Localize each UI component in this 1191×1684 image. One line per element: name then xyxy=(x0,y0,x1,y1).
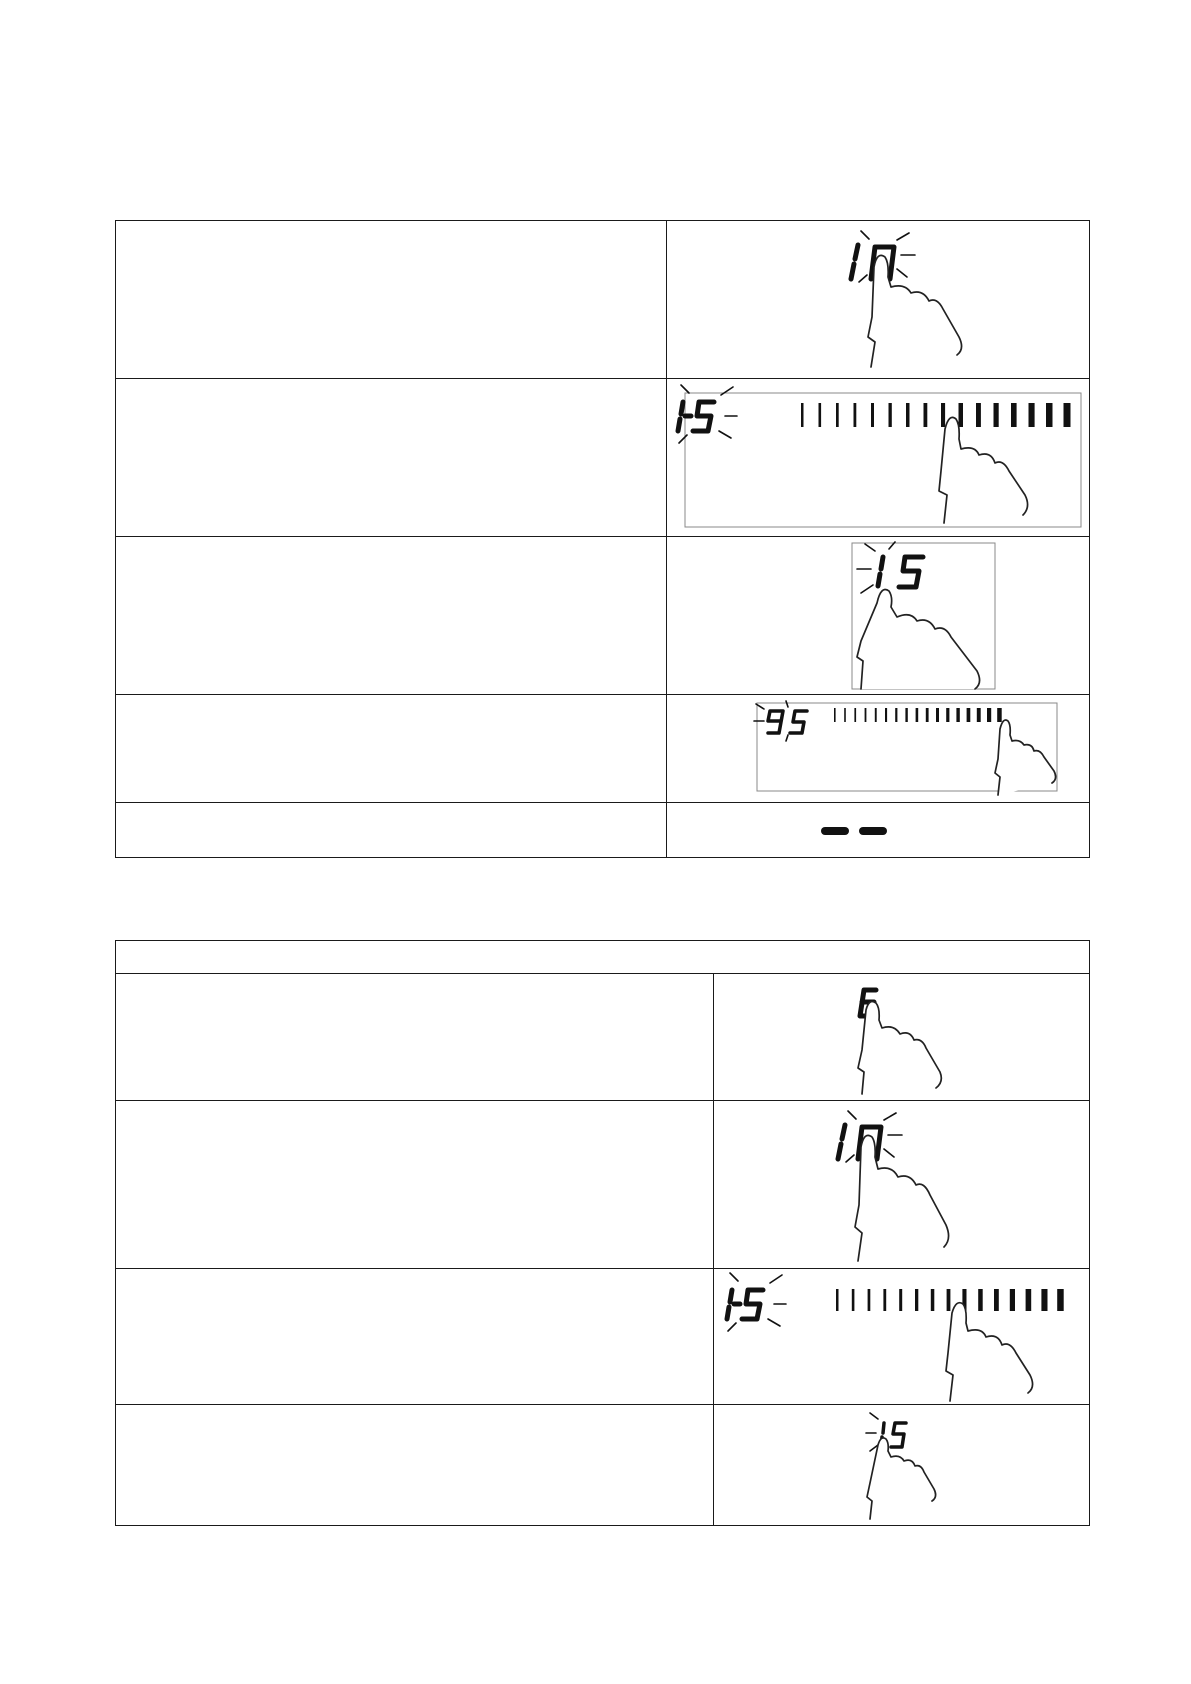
slider-bar xyxy=(946,708,949,722)
instruction-table-2 xyxy=(115,940,1090,1526)
slider-bar xyxy=(889,403,892,427)
touch-digit-6-icon xyxy=(854,980,964,1098)
step-figure-cell xyxy=(666,221,1089,378)
step-figure-cell xyxy=(713,1405,1089,1525)
slider-bar xyxy=(905,708,907,722)
step-figure-cell xyxy=(666,695,1089,802)
slider-bar xyxy=(875,708,877,722)
slider-bar xyxy=(978,1289,983,1311)
slider-bar xyxy=(1029,403,1035,427)
slider-bar xyxy=(895,708,897,722)
step-text-cell xyxy=(116,1405,713,1525)
slider-bar xyxy=(1046,403,1053,427)
table-row xyxy=(116,695,1089,803)
slider-bar xyxy=(871,403,874,427)
touch-digit-15-icon xyxy=(864,1411,954,1523)
slider-bar xyxy=(1010,1289,1015,1311)
table-row xyxy=(116,974,1089,1101)
table-header-row xyxy=(116,941,1089,974)
slider-bar xyxy=(819,403,822,427)
step-figure-cell xyxy=(666,537,1089,694)
slider-bar xyxy=(959,403,964,427)
touch-digit-10-icon xyxy=(847,227,977,375)
slider-bar xyxy=(885,708,887,722)
slider-bar xyxy=(956,708,959,722)
table-header-text xyxy=(116,941,1089,973)
slider-bar xyxy=(854,708,856,722)
slider-bar xyxy=(906,403,910,427)
slider-bar xyxy=(926,708,929,722)
slider-bar xyxy=(836,403,839,427)
slider-bar xyxy=(977,708,981,722)
slider-bar xyxy=(834,708,836,722)
slider-bar xyxy=(936,708,939,722)
step-text-cell xyxy=(116,537,666,694)
slider-bar xyxy=(915,1289,918,1311)
table-row xyxy=(116,379,1089,537)
slider-bar xyxy=(967,708,971,722)
instruction-table-1 xyxy=(115,220,1090,858)
double-dash-display-icon xyxy=(819,823,891,839)
slider-bar xyxy=(994,403,999,427)
slider-bar xyxy=(883,1289,886,1311)
touch-digit-15-icon xyxy=(847,541,997,691)
slider-bar xyxy=(844,708,846,722)
step-text-cell xyxy=(116,695,666,802)
step-figure-cell xyxy=(666,379,1089,536)
slider-bar xyxy=(854,403,857,427)
step-figure-cell xyxy=(713,974,1089,1100)
table-row xyxy=(116,1405,1089,1525)
slider-bar xyxy=(865,708,867,722)
table-row xyxy=(116,221,1089,379)
slider-bar xyxy=(899,1289,902,1311)
step-text-cell xyxy=(116,803,666,857)
slider-bar xyxy=(924,403,928,427)
step-text-cell xyxy=(116,1101,713,1268)
step-text-cell xyxy=(116,379,666,536)
table-row xyxy=(116,1101,1089,1269)
slider-bar xyxy=(997,708,1002,722)
step-figure-cell xyxy=(713,1269,1089,1404)
table-row xyxy=(116,803,1089,857)
slider-bar xyxy=(836,1289,839,1311)
step-text-cell xyxy=(116,1269,713,1404)
slider-bar xyxy=(994,1289,999,1311)
table-row xyxy=(116,537,1089,695)
slider-bar xyxy=(976,403,981,427)
slider-bar xyxy=(931,1289,935,1311)
slider-bar xyxy=(941,403,945,427)
slider-bar xyxy=(947,1289,951,1311)
touch-digit-10-icon xyxy=(834,1107,964,1265)
touch-slider-level-95-icon xyxy=(752,699,1062,799)
slider-bar xyxy=(852,1289,855,1311)
slider-bar xyxy=(801,403,804,427)
slider-bar xyxy=(1026,1289,1032,1311)
slider-bar xyxy=(1011,403,1017,427)
step-figure-cell xyxy=(713,1101,1089,1268)
slider-bar xyxy=(1064,403,1071,427)
step-figure-cell xyxy=(666,803,1089,857)
step-text-cell xyxy=(116,221,666,378)
touch-slider-level-15-icon xyxy=(720,1271,1090,1403)
touch-slider-level-15-icon xyxy=(671,383,1086,533)
slider-bar xyxy=(1057,1289,1064,1311)
step-text-cell xyxy=(116,974,713,1100)
table-row xyxy=(116,1269,1089,1405)
slider-bar xyxy=(987,708,991,722)
slider-bar xyxy=(868,1289,871,1311)
slider-bar xyxy=(916,708,919,722)
slider-bar xyxy=(1041,1289,1047,1311)
